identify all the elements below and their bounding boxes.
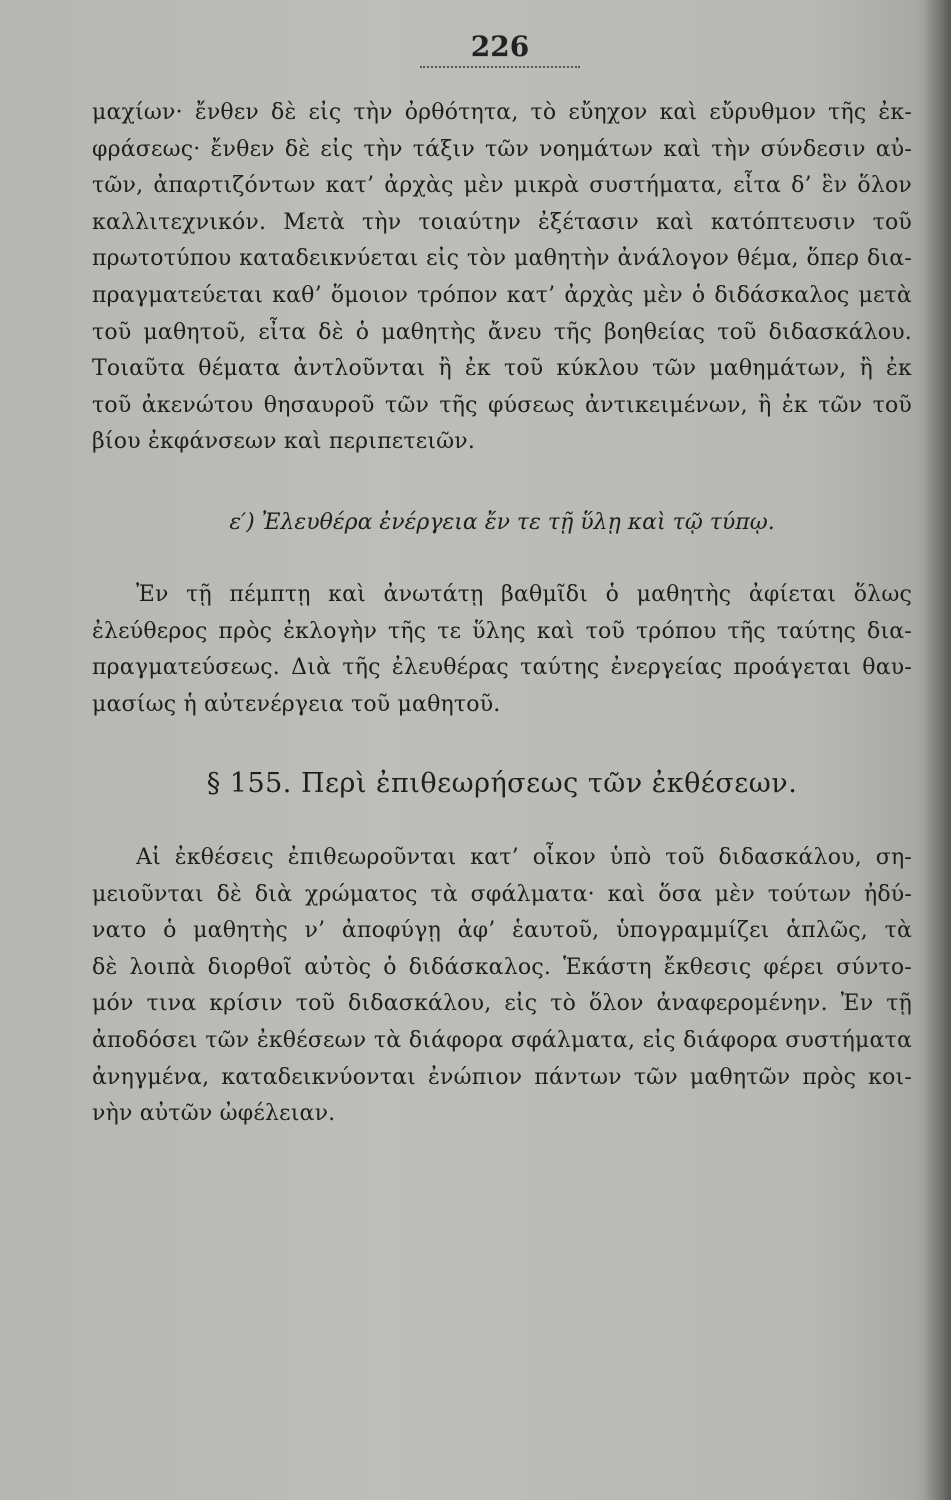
text-line: καλλιτεχνικόν. Μετὰ τὴν τοιαύτην ἐξέτασιν καὶ κατόπτευσιν τοῦ — [92, 209, 912, 235]
text-line: μασίως ἡ αὐτενέργεια τοῦ μαθητοῦ. — [92, 691, 501, 717]
text-line: τοῦ μαθητοῦ, εἶτα δὲ ὁ μαθητὴς ἄνευ τῆς βοηθείας τοῦ διδασκάλου. — [92, 319, 912, 345]
text-line: ἀποδόσει τῶν ἐκθέσεων τὰ διάφορα σφάλματα, εἰς διάφορα συστήματα — [92, 1027, 912, 1053]
text-line: Τοιαῦτα θέματα ἀντλοῦνται ἢ ἐκ τοῦ κύκλου τῶν μαθημάτων, ἢ ἐκ — [92, 356, 912, 382]
header-rule — [420, 66, 580, 68]
paragraph-3 — [92, 840, 912, 1133]
text-line: μειοῦνται δὲ διὰ χρώματος τὰ σφάλματα· καὶ ὅσα μὲν τούτων ἠδύ- — [92, 881, 912, 907]
text-line: πρωτοτύπου καταδεικνύεται εἰς τὸν μαθητὴν ἀνάλογον θέμα, ὅπερ δια- — [92, 246, 912, 272]
text-line: βίου ἐκφάνσεων καὶ περιπετειῶν. — [92, 429, 476, 455]
text-line: πραγματεύεται καθ’ ὅμοιον τρόπον κατ’ ἀρχὰς μὲν ὁ διδάσκαλος μετὰ — [92, 282, 912, 308]
text-line: τοῦ ἀκενώτου θησαυροῦ τῶν τῆς φύσεως ἀντικειμένων, ἢ ἐκ τῶν τοῦ — [92, 392, 912, 418]
subsection-heading: ε′) Ἐλευθέρα ἐνέργεια ἔν τε τῇ ὕλῃ καὶ τῷ τύπῳ. — [229, 510, 775, 535]
paragraph-1 — [92, 95, 912, 461]
text-line: μαχίων· ἔνθεν δὲ εἰς τὴν ὀρθότητα, τὸ εὔηχον καὶ εὔρυθμον τῆς ἐκ- — [92, 100, 912, 125]
text-line: φράσεως· ἔνθεν δὲ εἰς τὴν τάξιν τῶν νοημάτων καὶ τὴν σύνδεσιν αὐ- — [92, 136, 912, 162]
text-line: δὲ λοιπὰ διορθοῖ αὐτὸς ὁ διδάσκαλος. Ἑκάστη ἔκθεσις φέρει σύντο- — [92, 954, 912, 980]
text-line: μόν τινα κρίσιν τοῦ διδασκάλου, εἰς τὸ ὅλον ἀναφερομένην. Ἐν τῇ — [92, 991, 912, 1017]
paragraph-2 — [92, 577, 912, 723]
text-line: Ἐν τῇ πέμπτῃ καὶ ἀνωτάτῃ βαθμῖδι ὁ μαθητὴς ἀφίεται ὅλως — [136, 582, 912, 607]
text-line: νὴν αὐτῶν ὠφέλειαν. — [92, 1101, 336, 1127]
text-line: τῶν, ἀπαρτιζόντων κατ’ ἀρχὰς μὲν μικρὰ συστήματα, εἶτα δ’ ἓν ὅλον — [92, 173, 912, 199]
text-line: νατο ὁ μαθητὴς ν’ ἀποφύγῃ ἀφ’ ἑαυτοῦ, ὑπογραμμίζει ἁπλῶς, τὰ — [92, 918, 912, 944]
page-number: 226 — [470, 30, 530, 63]
section-heading: § 155. Περὶ ἐπιθεωρήσεως τῶν ἐκθέσεων. — [206, 768, 798, 799]
text-line: ἀνηγμένα, καταδεικνύονται ἐνώπιον πάντων τῶν μαθητῶν πρὸς κοι- — [92, 1064, 912, 1090]
text-line: πραγματεύσεως. Διὰ τῆς ἐλευθέρας ταύτης ἐνεργείας προάγεται θαυ- — [92, 655, 912, 681]
text-line: Αἱ ἐκθέσεις ἐπιθεωροῦνται κατ’ οἶκον ὑπὸ τοῦ διδασκάλου, ση- — [136, 845, 912, 870]
text-line: ἐλεύθερος πρὸς ἐκλογὴν τῆς τε ὕλης καὶ τοῦ τρόπου τῆς ταύτης δια- — [92, 618, 912, 644]
page-spine-shadow — [923, 0, 951, 1500]
